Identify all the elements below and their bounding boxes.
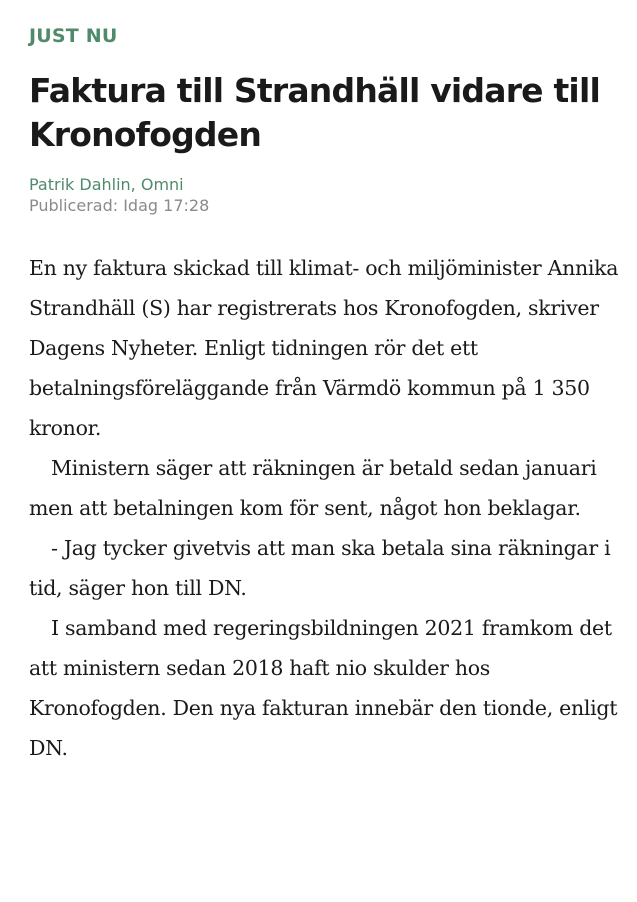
published-timestamp: Publicerad: Idag 17:28: [29, 196, 210, 215]
byline: [29, 174, 619, 216]
author-link[interactable]: Patrik Dahlin, Omni: [29, 175, 184, 194]
article-body: [29, 248, 619, 768]
article-paragraph: I samband med regeringsbildningen 2021 framkom det att ministern sedan 2018 haft nio skulder hos Kronofogden. Den nya fakturan innebär den tionde, enligt DN.: [29, 616, 618, 760]
article-paragraph: En ny faktura skickad till klimat- och miljöminister Annika Strandhäll (S) har registrerats hos Kronofogden, skriver Dagens Nyheter. Enligt tidningen rör det ett betalningsföreläggande från Värmdö kommun på 1 350 kronor.: [29, 256, 619, 440]
article-paragraph: - Jag tycker givetvis att man ska betala sina räkningar i tid, säger hon till DN.: [29, 536, 611, 600]
article-paragraph: Ministern säger att räkningen är betald sedan januari men att betalningen kom för sent, något hon beklagar.: [29, 456, 597, 520]
just-nu-label: JUST NU: [29, 25, 118, 47]
article-headline: Faktura till Strandhäll vidare till Kronofogden: [29, 71, 600, 154]
news-article: [29, 24, 619, 768]
